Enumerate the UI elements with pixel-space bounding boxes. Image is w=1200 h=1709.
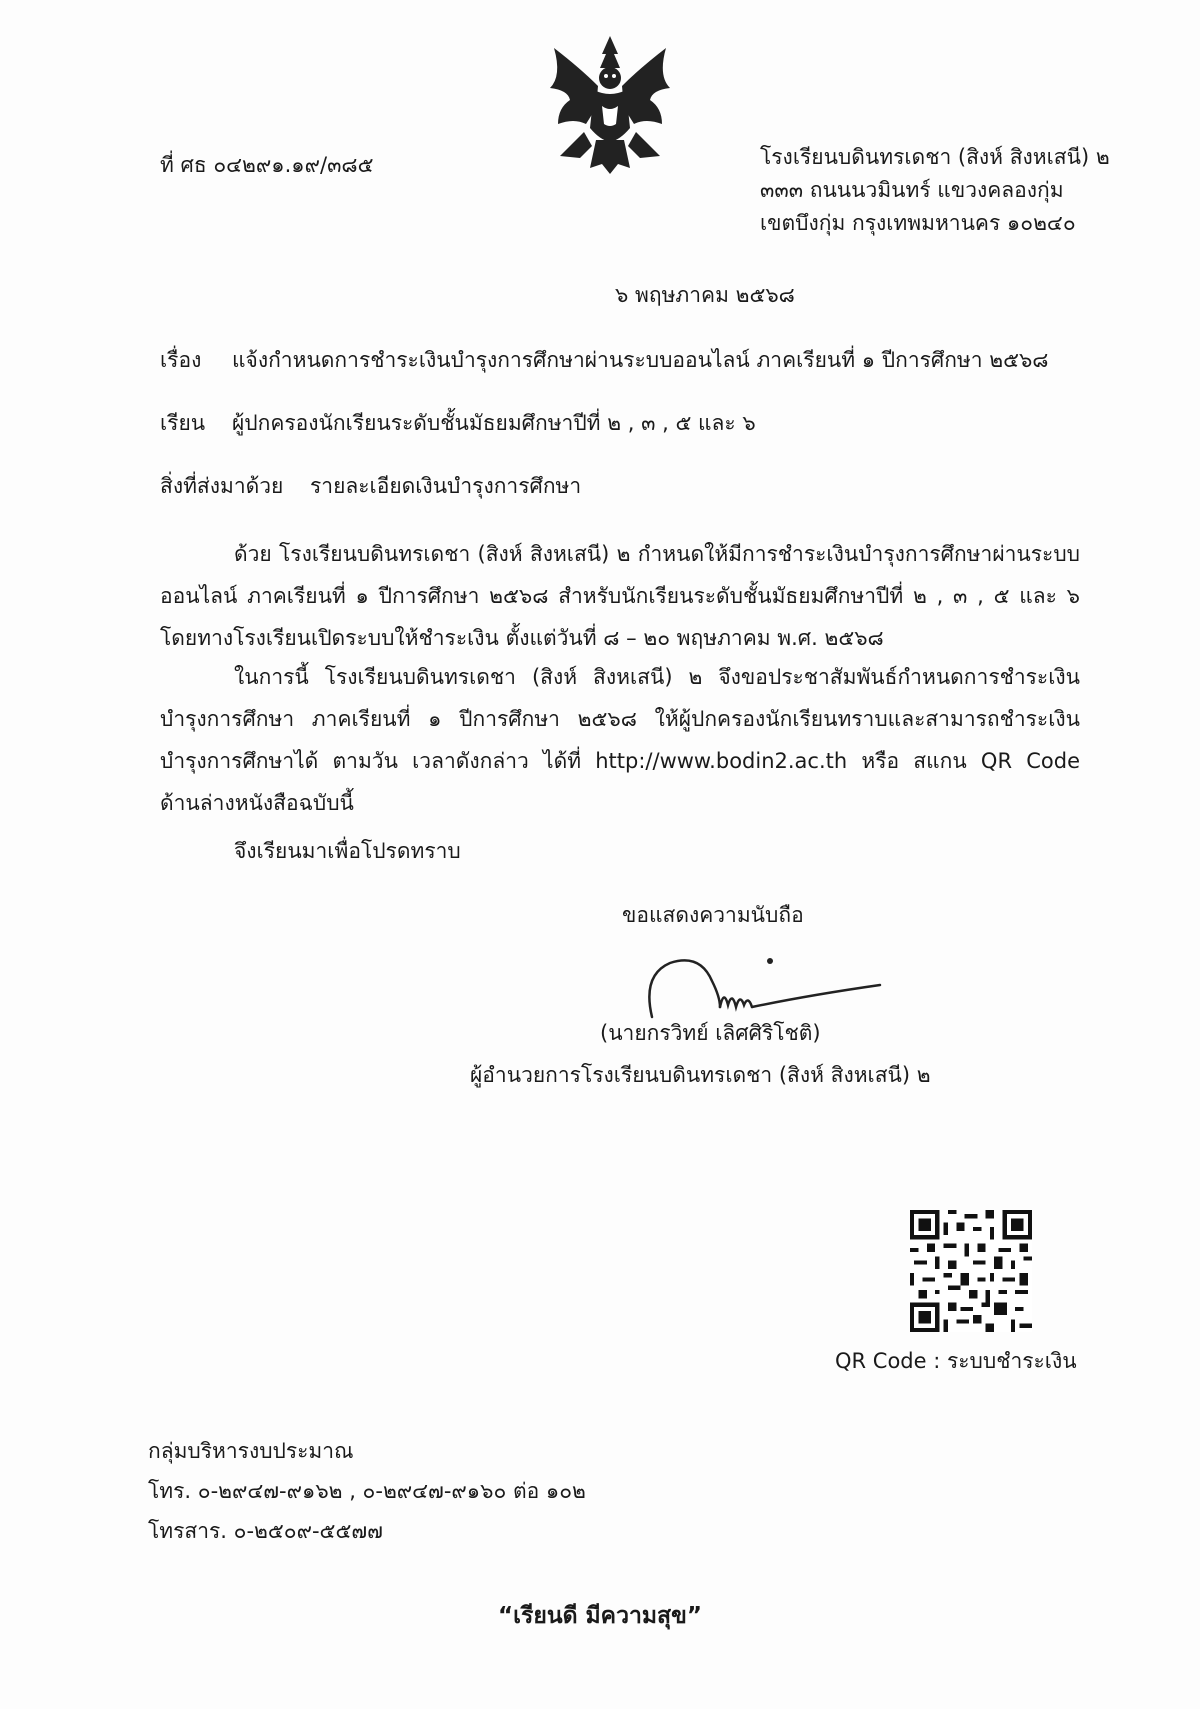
body-paragraph-1	[160, 533, 1080, 659]
subject-text: แจ้งกำหนดการชำระเงินบำรุงการศึกษาผ่านระบบออนไลน์ ภาคเรียนที่ ๑ ปีการศึกษา ๒๕๖๘	[232, 348, 1049, 372]
garuda-emblem-icon	[540, 28, 680, 178]
address-line: เขตบึงกุ่ม กรุงเทพมหานคร ๑๐๒๔๐	[760, 211, 1076, 235]
closing-phrase: ขอแสดงความนับถือ	[622, 903, 804, 927]
enclosure-label: สิ่งที่ส่งมาด้วย	[160, 474, 284, 498]
paragraph-line: โดยทางโรงเรียนเปิดระบบให้ชำระเงิน ตั้งแต่วันที่ ๘ – ๒๐ พฤษภาคม พ.ศ. ๒๕๖๘	[160, 626, 884, 650]
qr-caption: QR Code : ระบบชำระเงิน	[835, 1349, 1077, 1373]
signature-image	[640, 945, 890, 1025]
subject-line	[160, 345, 1049, 375]
paragraph-line: ในการนี้ โรงเรียนบดินทรเดชา (สิงห์ สิงหเสนี) ๒ จึงขอประชาสัมพันธ์กำหนดการชำระเงิน	[234, 665, 1080, 689]
paragraph-line: บำรุงการศึกษาได้ ตามวัน เวลาดังกล่าว ได้ที่ http://www.bodin2.ac.th หรือ สแกน QR Code	[160, 749, 1080, 773]
body-paragraph-3: จึงเรียนมาเพื่อโปรดทราบ	[234, 839, 461, 863]
document-number: ที่ ศธ ๐๔๒๙๑.๑๙/๓๘๕	[160, 153, 374, 177]
qr-code-icon[interactable]	[910, 1210, 1032, 1332]
phone-numbers: โทร. ๐-๒๙๔๗-๙๑๖๒ , ๐-๒๙๔๗-๙๑๖๐ ต่อ ๑๐๒	[148, 1479, 586, 1503]
paragraph-line: ด้วย โรงเรียนบดินทรเดชา (สิงห์ สิงหเสนี) ๒ กำหนดให้มีการชำระเงินบำรุงการศึกษาผ่านระบบ	[234, 542, 1080, 566]
paragraph-line: ออนไลน์ ภาคเรียนที่ ๑ ปีการศึกษา ๒๕๖๘ สำหรับนักเรียนระดับชั้นมัธยมศึกษาปีที่ ๒ , ๓ , ๕ และ ๖	[160, 584, 1080, 608]
signer-position: ผู้อำนวยการโรงเรียนบดินทรเดชา (สิงห์ สิงหเสนี) ๒	[470, 1063, 931, 1087]
sender-address	[760, 142, 1110, 241]
recipient-text: ผู้ปกครองนักเรียนระดับชั้นมัธยมศึกษาปีที่ ๒ , ๓ , ๕ และ ๖	[232, 411, 756, 435]
address-line: ๓๓๓ ถนนนวมินทร์ แขวงคลองกุ่ม	[760, 178, 1064, 202]
paragraph-line: บำรุงการศึกษา ภาคเรียนที่ ๑ ปีการศึกษา ๒๕๖๘ ให้ผู้ปกครองนักเรียนทราบและสามารถชำระเงิน	[160, 707, 1080, 731]
subject-label: เรื่อง	[160, 348, 202, 372]
recipient-line	[160, 408, 756, 438]
address-line: โรงเรียนบดินทรเดชา (สิงห์ สิงหเสนี) ๒	[760, 145, 1110, 169]
department-name: กลุ่มบริหารงบประมาณ	[148, 1439, 354, 1463]
letter-date: ๖ พฤษภาคม ๒๕๖๘	[615, 283, 795, 307]
school-slogan: “เรียนดี มีความสุข”	[498, 1603, 702, 1629]
fax-number: โทรสาร. ๐-๒๕๐๙-๕๕๗๗	[148, 1519, 383, 1543]
signer-name: (นายกรวิทย์ เลิศศิริโชติ)	[600, 1021, 821, 1045]
enclosure-line	[160, 471, 581, 501]
contact-footer	[148, 1436, 586, 1556]
paragraph-line: ด้านล่างหนังสือฉบับนี้	[160, 791, 354, 815]
enclosure-text: รายละเอียดเงินบำรุงการศึกษา	[310, 474, 582, 498]
recipient-label: เรียน	[160, 411, 206, 435]
body-paragraph-2	[160, 656, 1080, 824]
